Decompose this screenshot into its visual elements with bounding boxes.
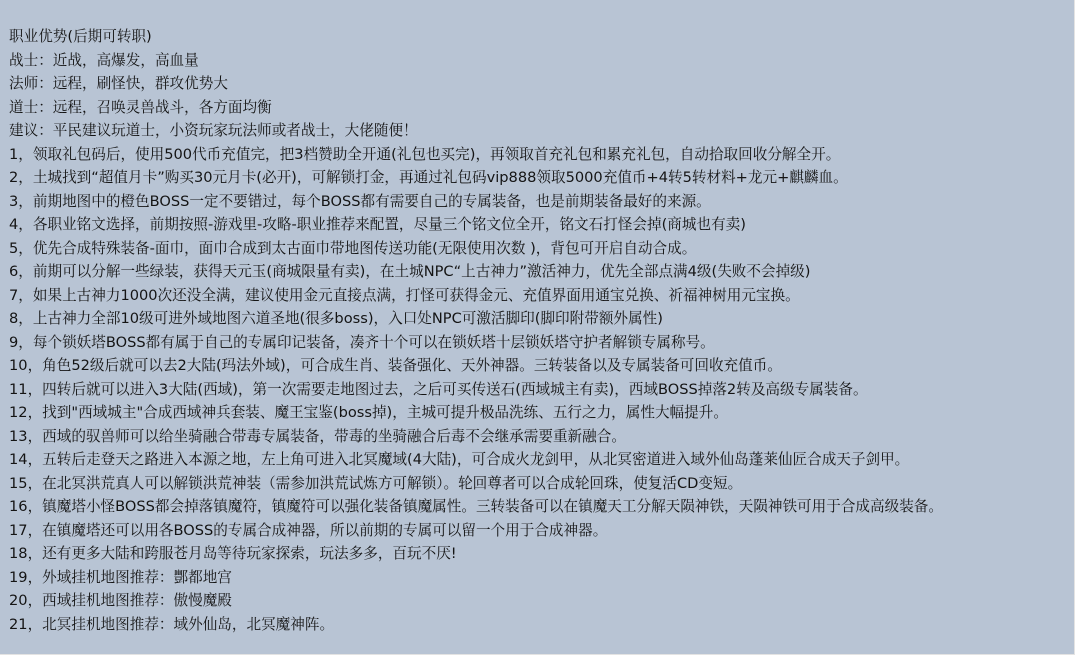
tip-1: 1，领取礼包码后，使用500代币充值完，把3档赞助全开通(礼包也买完)，再领取首充礼包和累充礼包，自动拾取回收分解全开。 <box>9 145 841 163</box>
tip-16: 16，镇魔塔小怪BOSS都会掉落镇魔符，镇魔符可以强化装备镇魔属性。三转装备可以在镇魔天工分解天陨神铁，天陨神铁可用于合成高级装备。 <box>9 498 943 515</box>
tip-9: 9，每个锁妖塔BOSS都有属于自己的专属印记装备，凑齐十个可以在锁妖塔十层锁妖塔守护者解锁专属称号。 <box>9 333 715 351</box>
tip-3: 3，前期地图中的橙色BOSS一定不要错过，每个BOSS都有需要自己的专属装备，也是前期装备最好的来源。 <box>9 192 711 210</box>
tip-13: 13，西域的驭兽师可以给坐骑融合带毒专属装备，带毒的坐骑融合后毒不会继承需要重新融合。 <box>9 427 626 445</box>
tip-7: 7，如果上古神力1000次还没全满，建议使用金元直接点满，打怪可获得金元、充值界面用通宝兑换、祈福神树用元宝换。 <box>9 286 800 304</box>
tip-17: 17，在镇魔塔还可以用各BOSS的专属合成神器，所以前期的专属可以留一个用于合成神器。 <box>9 521 608 539</box>
tip-14: 14，五转后走登天之路进入本源之地，左上角可进入北冥魔域(4大陆)，可合成火龙剑甲，从北冥密道进入域外仙岛蓬莱仙匠合成天子剑甲。 <box>9 451 910 468</box>
tip-2: 2，土城找到“超值月卡”购买30元月卡(必开)，可解锁打金，再通过礼包码vip888领取5000充值币+4转5转材料+龙元+麒麟血。 <box>9 169 848 186</box>
tip-4: 4，各职业铭文选择，前期按照-游戏里-攻略-职业推荐来配置，尽量三个铭文位全开，铭文石打怪会掉(商城也有卖) <box>9 216 746 233</box>
tip-15: 15，在北冥洪荒真人可以解锁洪荒神装（需参加洪荒试炼方可解锁）。轮回尊者可以合成轮回珠，使复活CD变短。 <box>9 474 743 492</box>
tip-8: 8，上古神力全部10级可进外域地图六道圣地(很多boss)，入口处NPC可激活脚印(脚印附带额外属性) <box>9 310 663 327</box>
tip-20: 20，西域挂机地图推荐：傲慢魔殿 <box>9 592 232 609</box>
class-mage: 法师：远程，刷怪快，群攻优势大 <box>9 75 228 92</box>
class-warrior: 战士：近战，高爆发，高血量 <box>9 51 199 69</box>
tip-6: 6，前期可以分解一些绿装，获得天元玉(商城限量有卖)，在土城NPC“上古神力”激活神力，优先全部点满4级(失败不会掉级) <box>9 263 811 280</box>
tip-5: 5，优先合成特殊装备-面巾，面巾合成到太古面巾带地图传送功能(无限使用次数 )，背包可开启自动合成。 <box>9 239 697 257</box>
section-heading: 职业优势(后期可转职) <box>9 28 152 45</box>
advice-line: 建议：平民建议玩道士，小资玩家玩法师或者战士，大佬随便！ <box>9 122 418 139</box>
tip-12: 12，找到"西域城主"合成西域神兵套装、魔王宝鉴(boss掉)，主城可提升极品洗练、五行之力，属性大幅提升。 <box>9 404 728 421</box>
tip-10: 10，角色52级后就可以去2大陆(玛法外域)，可合成生肖、装备强化、天外神器。三转装备以及专属装备可回收充值币。 <box>9 357 782 374</box>
tip-19: 19，外域挂机地图推荐：酆都地宫 <box>9 568 232 586</box>
tip-21: 21，北冥挂机地图推荐：域外仙岛，北冥魔神阵。 <box>9 615 335 633</box>
tip-18: 18，还有更多大陆和跨服苍月岛等待玩家探索，玩法多多，百玩不厌! <box>9 545 457 562</box>
tip-11: 11，四转后就可以进入3大陆(西域)，第一次需要走地图过去，之后可买传送石(西域城主有卖)，西域BOSS掉落2转及高级专属装备。 <box>9 380 868 398</box>
class-taoist: 道士：远程，召唤灵兽战斗，各方面均衡 <box>9 98 272 116</box>
